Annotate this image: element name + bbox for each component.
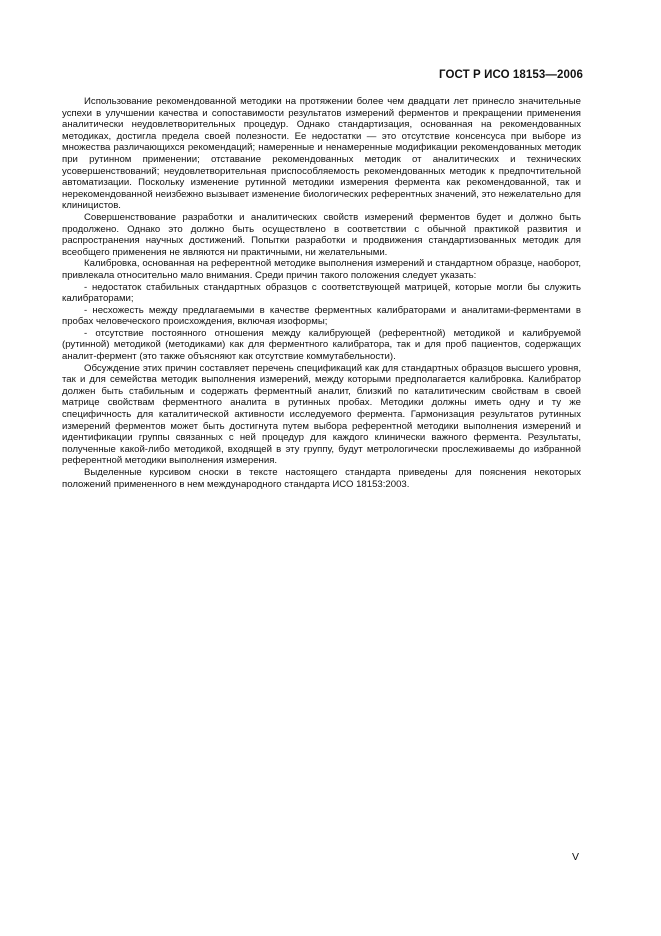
list-item: - недостаток стабильных стандартных образцов с соответствующей матрицей, которые могли бы служить калибраторами;: [62, 281, 581, 305]
paragraph: Совершенствование разработки и аналитических свойств измерений ферментов будет и должно быть продолжено. Однако это должно быть осуществлено в соответствии с обычной практикой развития и распространения научных достижений. Попытки разработки и продвижения стандартизованных методик для всеобщего применения не являются ни практичными, ни желательными.: [62, 211, 581, 258]
paragraph: Использование рекомендованной методики на протяжении более чем двадцати лет принесло значительные успехи в улучшении качества и сопоставимости результатов измерений ферментов и прекращении применения аналитически неудовлетворительных процедур. Однако стандартизация, основанная на рекомендованных методиках, достигла предела своей полезности. Ее недостатки — это отсутствие консенсуса при выборе из множества различающихся рекомендаций; намеренные и ненамеренные модификации рекомендованных методик при рутинном применении; отставание рекомендованных методик от аналитических и технических усовершенствований; неудовлетворительная приспособляемость рекомендованных методик к предпочтительной автоматизации. Поскольку изменение рутинной методики измерения фермента как рекомендованной, так и нерекомендованной неизбежно вызывает изменение биологических референтных значений, это нежелательно для клиницистов.: [62, 96, 581, 212]
page-number: V: [571, 851, 579, 863]
list-item: - несхожесть между предлагаемыми в качестве ферментных калибраторами и аналитами-ферментами в пробах человеческого происхождения, включая изоформы;: [62, 304, 581, 328]
list-item: - отсутствие постоянного отношения между калибрующей (референтной) методикой и калибруемой (рутинной) методикой (методиками) как для ферментного калибратора, так и для проб пациентов, содержащих аналит-фермент (это также объясняют как отсутствие коммутабельности).: [62, 327, 581, 363]
standard-designation: ГОСТ Р ИСО 18153—2006: [438, 69, 583, 81]
paragraph: Выделенные курсивом сноски в тексте настоящего стандарта приведены для пояснения некоторых положений примененного в нем международного стандарта ИСО 18153:2003.: [62, 467, 581, 490]
paragraph: Обсуждение этих причин составляет перечень спецификаций как для стандартных образцов высшего уровня, так и для семейства методик выполнения измерений, между которыми предполагается калибровка. Калибратор должен быть стабильным и содержать ферментный аналит, близкий по каталитическим свойствам в своей матрице свойствам ферментного аналита в рутинных пробах. Методики должны иметь одну и ту же специфичность для каталитической активности исследуемого фермента. Гармонизация результатов рутинных измерений ферментов может быть достигнута путем выбора референтной методики выполнения измерений и идентификации группы связанных с ней процедур для каждого клинически важного фермента. Результаты, полученные какой-либо методикой, входящей в эту группу, будут метрологически прослеживаемы до избранной референтной методики выполнения измерения.: [62, 362, 581, 467]
document-body: [62, 96, 581, 490]
paragraph: Калибровка, основанная на референтной методике выполнения измерений и стандартном образце, наоборот, привлекала относительно мало внимания. Среди причин такого положения следует указать:: [62, 258, 581, 281]
